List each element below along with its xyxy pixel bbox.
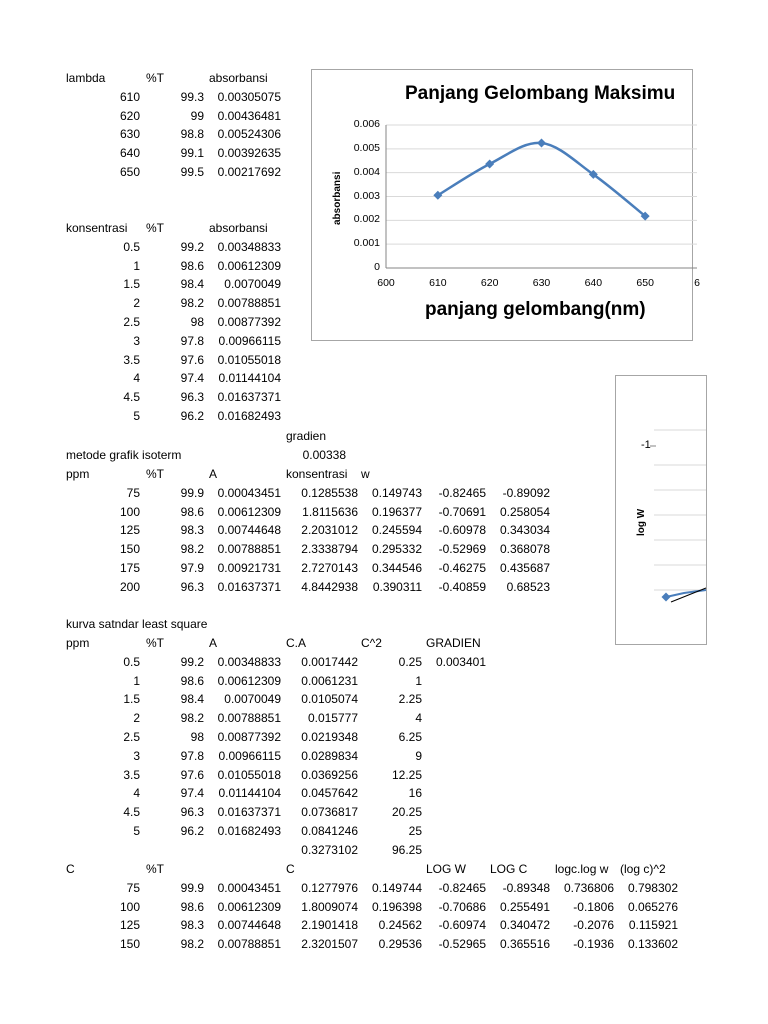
y-tick-label: 0.002	[353, 213, 380, 226]
header-cell[interactable]: C^2	[361, 636, 382, 650]
header-cell[interactable]: absorbansi	[209, 221, 268, 235]
table-cell[interactable]: 0.196377	[371, 504, 422, 519]
table-cell[interactable]: 0.00788851	[217, 937, 281, 952]
table-cell[interactable]: 4	[133, 371, 140, 386]
table-cell[interactable]: 0.149743	[371, 485, 422, 500]
table-cell[interactable]: 0.065276	[627, 899, 678, 914]
header-cell[interactable]: logc.log w	[555, 862, 609, 876]
table-cell[interactable]: 0.01055018	[217, 767, 281, 782]
y-tick-label: -1	[641, 439, 651, 451]
header-cell[interactable]: C	[66, 862, 75, 876]
table-cell[interactable]: 0.01637371	[217, 579, 281, 594]
table-cell[interactable]: 0.29536	[378, 937, 422, 952]
table-cell[interactable]: -0.82465	[438, 485, 486, 500]
table-cell[interactable]: 0.340472	[499, 918, 550, 933]
table-cell[interactable]: 98	[190, 315, 204, 329]
header-cell[interactable]: lambda	[66, 71, 106, 85]
x-tick-label: 600	[377, 277, 395, 289]
table-cell[interactable]: 4	[133, 786, 140, 801]
header-cell[interactable]: (log c)^2	[620, 862, 666, 876]
table-cell[interactable]: 98.6	[180, 258, 204, 273]
table-cell[interactable]: 0.258054	[499, 504, 550, 519]
table-cell[interactable]: 4	[415, 711, 422, 726]
table-cell[interactable]: 97.6	[180, 767, 204, 782]
table-cell[interactable]: 12.25	[391, 767, 422, 782]
chart-log-w[interactable]	[615, 375, 707, 645]
table-cell[interactable]: 0.00612309	[217, 504, 281, 519]
table-cell[interactable]: 0.00788851	[217, 711, 281, 726]
table-cell[interactable]: 2.5	[123, 315, 140, 329]
table-cell[interactable]: 0.01637371	[217, 805, 281, 820]
data-point[interactable]	[662, 593, 671, 602]
table-cell[interactable]: 0.0061231	[301, 673, 358, 688]
table-cell[interactable]: 0.133602	[627, 937, 678, 952]
header-cell[interactable]: ppm	[66, 467, 90, 481]
table-cell[interactable]: -0.1936	[573, 937, 614, 952]
table-cell[interactable]: 2.5	[123, 730, 140, 744]
table-cell[interactable]: 0.0070049	[224, 692, 281, 707]
table-cell[interactable]: 620	[119, 108, 140, 123]
table-cell[interactable]: 0.01637371	[217, 390, 281, 405]
table-cell[interactable]: 98.6	[180, 899, 204, 914]
header-cell[interactable]: LOG W	[426, 862, 467, 876]
table-cell[interactable]: 5	[133, 824, 140, 838]
table-cell[interactable]: 99.9	[180, 485, 204, 500]
table-cell[interactable]: 0.00348833	[217, 654, 281, 669]
header-cell[interactable]: GRADIEN	[426, 636, 481, 650]
header-cell[interactable]: A	[209, 636, 218, 650]
y-tick-label: 0.001	[353, 237, 380, 250]
table-cell[interactable]: 98	[190, 730, 204, 744]
table-cell[interactable]: 96.3	[180, 579, 204, 594]
table-cell[interactable]: 0.0841246	[301, 824, 358, 838]
table-cell[interactable]: 650	[119, 165, 140, 179]
table-cell[interactable]: -0.52969	[438, 542, 486, 557]
table-cell[interactable]: 0.01055018	[217, 352, 281, 367]
table-cell[interactable]: 2.25	[398, 692, 422, 707]
table-cell[interactable]: 0.344546	[371, 561, 422, 575]
table-cell[interactable]: 0.115921	[628, 918, 678, 933]
table-cell[interactable]: 4.8442938	[301, 579, 358, 594]
table-cell[interactable]: 0.00305075	[217, 89, 281, 104]
table-cell[interactable]: 640	[119, 146, 140, 161]
table-cell[interactable]: 99.2	[180, 239, 204, 254]
table-cell[interactable]: 98.2	[180, 937, 204, 952]
table-cell[interactable]: 0.01144104	[218, 371, 281, 386]
header-cell[interactable]: C	[286, 862, 295, 876]
table-cell[interactable]: 97.8	[180, 333, 204, 348]
table-cell[interactable]: 99.2	[180, 654, 204, 669]
table-cell[interactable]: 0.255491	[499, 899, 550, 914]
table-cell[interactable]: -0.70686	[438, 899, 486, 914]
table-cell[interactable]: -0.1806	[573, 899, 614, 914]
header-cell[interactable]: C.A	[286, 636, 307, 650]
table-cell[interactable]: 0.368078	[499, 542, 550, 557]
table-cell[interactable]: 0.0736817	[301, 805, 358, 820]
table-cell[interactable]: 200	[119, 579, 140, 594]
table-cell[interactable]: 98.2	[180, 296, 204, 311]
header-cell[interactable]: konsentrasi	[286, 467, 348, 481]
table-cell[interactable]: -0.70691	[438, 504, 486, 519]
table-cell[interactable]: 610	[119, 89, 140, 104]
table-cell[interactable]: 0.00043451	[217, 880, 281, 895]
table-cell[interactable]: 97.4	[180, 786, 204, 801]
table-cell[interactable]: 0.00612309	[217, 899, 281, 914]
y-axis-label: log W	[636, 508, 647, 536]
section-title[interactable]: kurva satndar least square	[66, 617, 208, 631]
table-cell[interactable]: 4.5	[123, 390, 140, 405]
header-cell[interactable]: A	[209, 467, 218, 481]
table-cell[interactable]: 25	[408, 824, 422, 838]
table-cell[interactable]: 0.00043451	[217, 485, 281, 500]
header-cell[interactable]: w	[361, 467, 370, 481]
table-cell[interactable]: 0.00966115	[218, 333, 281, 348]
table-cell[interactable]: -0.82465	[438, 880, 486, 895]
header-cell[interactable]: absorbansi	[209, 71, 268, 85]
table-cell[interactable]: 0.00921731	[217, 561, 281, 575]
y-tick-label: 0	[374, 261, 380, 273]
x-tick-label: 640	[584, 277, 603, 289]
header-cell[interactable]: konsentrasi	[66, 221, 128, 235]
data-point[interactable]	[485, 159, 494, 168]
table-cell[interactable]: 6.25	[398, 730, 422, 744]
table-cell[interactable]: 1.8009074	[301, 899, 358, 914]
table-cell[interactable]: -0.60978	[438, 523, 486, 538]
table-cell[interactable]: 0.245594	[371, 523, 422, 538]
data-point[interactable]	[537, 139, 546, 148]
table-cell[interactable]: 96.3	[180, 805, 204, 820]
table-cell[interactable]: 20.25	[391, 805, 422, 820]
table-cell[interactable]: 16	[408, 786, 422, 801]
table-cell[interactable]: 5	[133, 409, 140, 423]
x-tick-label: 630	[532, 277, 551, 289]
table-cell[interactable]: 98.3	[180, 523, 204, 538]
table-cell[interactable]: 96.2	[180, 824, 204, 838]
table-cell[interactable]: 0.00217692	[217, 165, 281, 179]
table-cell[interactable]: -0.2076	[573, 918, 614, 933]
table-cell[interactable]: -0.89092	[502, 485, 550, 500]
y-tick-label: 0.003	[353, 189, 380, 202]
table-cell[interactable]: 3	[133, 748, 140, 763]
table-cell[interactable]: 0.365516	[499, 937, 550, 952]
table-cell[interactable]: 97.6	[180, 352, 204, 367]
table-cell[interactable]: 125	[119, 918, 140, 933]
table-cell[interactable]: 98.6	[180, 504, 204, 519]
chart-plot-area	[312, 70, 692, 340]
table-cell[interactable]: 99	[190, 108, 204, 123]
table-cell[interactable]: 2	[133, 711, 140, 726]
table-cell[interactable]: 125	[119, 523, 140, 538]
table-cell[interactable]: 0.0289834	[301, 748, 358, 763]
table-cell[interactable]: 0.343034	[499, 523, 550, 538]
table-cell[interactable]: 1.5	[123, 692, 140, 707]
table-cell[interactable]: 0.1285538	[301, 485, 358, 500]
table-cell[interactable]: 97.4	[180, 371, 204, 386]
x-tick-label: 620	[480, 277, 499, 289]
table-cell[interactable]: 96.2	[180, 409, 204, 423]
table-cell[interactable]: 0.295332	[371, 542, 422, 557]
table-cell[interactable]: 0.00436481	[217, 108, 281, 123]
table-cell[interactable]: 1.5	[123, 277, 140, 292]
total-cell[interactable]: 0.3273102	[301, 842, 358, 857]
table-cell[interactable]: 150	[119, 937, 140, 952]
table-cell[interactable]: 0.0369256	[301, 767, 358, 782]
table-cell[interactable]: 97.9	[180, 561, 204, 575]
table-cell[interactable]: 0.00877392	[217, 315, 281, 329]
table-cell[interactable]: 99.1	[180, 146, 204, 161]
table-cell[interactable]: 0.0017442	[301, 654, 358, 669]
table-cell[interactable]: 100	[119, 504, 140, 519]
table-cell[interactable]: 0.00788851	[217, 296, 281, 311]
table-cell[interactable]: 150	[119, 542, 140, 557]
table-cell[interactable]: 98.3	[180, 918, 204, 933]
table-cell[interactable]: 0.5	[123, 239, 140, 254]
table-cell[interactable]: 99.3	[180, 89, 204, 104]
x-axis-label: panjang gelombang(nm)	[425, 299, 646, 320]
table-cell[interactable]: -0.60974	[438, 918, 486, 933]
gradien-value[interactable]: 0.003401	[435, 654, 486, 669]
table-cell[interactable]: 0.00612309	[217, 258, 281, 273]
table-cell[interactable]: 0.00877392	[217, 730, 281, 744]
header-cell[interactable]: LOG C	[490, 862, 528, 876]
chart-panjang-gelombang[interactable]	[311, 69, 700, 341]
table-cell[interactable]: 0.01144104	[218, 786, 281, 801]
chart-plot-area	[616, 376, 706, 644]
table-cell[interactable]: 630	[119, 127, 140, 142]
table-cell[interactable]: 98.4	[180, 277, 204, 292]
table-cell[interactable]: 96.3	[180, 390, 204, 405]
table-cell[interactable]: 2.7270143	[301, 561, 358, 575]
table-cell[interactable]: 2.2031012	[301, 523, 358, 538]
table-cell[interactable]: 0.196398	[371, 899, 422, 914]
table-cell[interactable]: 98.2	[180, 711, 204, 726]
table-cell[interactable]: 0.0070049	[224, 277, 281, 292]
table-cell[interactable]: 0.736806	[563, 880, 614, 895]
header-cell[interactable]: %T	[146, 862, 164, 876]
table-cell[interactable]: 1.8115636	[302, 504, 358, 519]
table-cell[interactable]: 3.5	[123, 767, 140, 782]
table-cell[interactable]: 2.1901418	[301, 918, 358, 933]
table-cell[interactable]: 99.5	[180, 165, 204, 179]
table-cell[interactable]: 0.24562	[378, 918, 422, 933]
table-cell[interactable]: 2.3338794	[301, 542, 358, 557]
table-cell[interactable]: 0.390311	[372, 579, 422, 594]
header-cell[interactable]: %T	[146, 71, 164, 85]
table-cell[interactable]: 1	[415, 673, 422, 688]
table-cell[interactable]: 0.00348833	[217, 239, 281, 254]
table-cell[interactable]: 1	[133, 258, 140, 273]
x-tick-label: 6	[694, 277, 700, 289]
section-title[interactable]: metode grafik isoterm	[66, 448, 182, 462]
y-tick-label: 0.005	[353, 141, 380, 154]
table-cell[interactable]: 3.5	[123, 352, 140, 367]
table-cell[interactable]: 75	[126, 880, 140, 895]
header-cell[interactable]: ppm	[66, 636, 90, 650]
header-cell[interactable]: %T	[146, 467, 164, 481]
table-cell[interactable]: -0.52965	[438, 937, 486, 952]
table-cell[interactable]: 0.00744648	[217, 523, 281, 538]
table-cell[interactable]: 0.68523	[506, 579, 550, 594]
table-cell[interactable]: 0.00788851	[217, 542, 281, 557]
table-cell[interactable]: 99.9	[180, 880, 204, 895]
table-cell[interactable]: 0.00612309	[217, 673, 281, 688]
table-cell[interactable]: 0.0219348	[301, 730, 358, 744]
table-cell[interactable]: 0.0457642	[301, 786, 358, 801]
table-cell[interactable]: 2.3201507	[301, 937, 358, 952]
x-tick-label: 650	[636, 277, 654, 289]
table-cell[interactable]: -0.40859	[438, 579, 486, 594]
header-cell[interactable]: %T	[146, 221, 164, 235]
table-cell[interactable]: 3	[133, 333, 140, 348]
table-cell[interactable]: 98.8	[180, 127, 204, 142]
table-cell[interactable]: 0.0105074	[301, 692, 358, 707]
total-cell[interactable]: 96.25	[391, 842, 422, 857]
table-cell[interactable]: 9	[415, 748, 422, 763]
table-cell[interactable]: 98.4	[180, 692, 204, 707]
table-cell[interactable]: 0.25	[398, 654, 422, 669]
x-tick-label: 610	[429, 277, 447, 289]
series-line	[438, 143, 645, 216]
chart-title: Panjang Gelombang Maksimu	[405, 83, 676, 104]
table-cell[interactable]: 0.149744	[371, 880, 422, 895]
table-cell[interactable]: 100	[119, 899, 140, 914]
table-cell[interactable]: -0.89348	[502, 880, 550, 895]
header-cell[interactable]: %T	[146, 636, 164, 650]
table-cell[interactable]: 0.5	[123, 654, 140, 669]
y-tick-label: 0.006	[353, 118, 380, 130]
table-cell[interactable]: 0.015777	[307, 711, 358, 726]
y-axis-label: absorbansi	[332, 171, 343, 225]
table-cell[interactable]: 97.8	[180, 748, 204, 763]
table-cell[interactable]: 2	[133, 296, 140, 311]
table-cell[interactable]: 0.1277976	[301, 880, 358, 895]
table-cell[interactable]: 0.798302	[627, 880, 678, 895]
table-cell[interactable]: 0.00744648	[217, 918, 281, 933]
table-cell[interactable]: 98.6	[180, 673, 204, 688]
table-cell[interactable]: -0.46275	[438, 561, 486, 575]
table-cell[interactable]: 0.435687	[499, 561, 550, 575]
y-tick-label: 0.004	[353, 165, 380, 178]
table-cell[interactable]: 0.01682493	[217, 824, 281, 838]
table-cell[interactable]: 0.00966115	[218, 748, 281, 763]
gradien-label[interactable]: gradien	[286, 429, 327, 443]
table-cell[interactable]: 0.01682493	[217, 409, 281, 423]
table-cell[interactable]: 4.5	[123, 805, 140, 820]
table-cell[interactable]: 98.2	[180, 542, 204, 557]
table-cell[interactable]: 1	[133, 673, 140, 688]
table-cell[interactable]: 75	[126, 485, 140, 500]
table-cell[interactable]: 0.00524306	[217, 127, 281, 142]
table-cell[interactable]: 175	[119, 561, 140, 575]
gradien-value[interactable]: 0.00338	[302, 448, 346, 462]
table-cell[interactable]: 0.00392635	[217, 146, 281, 161]
